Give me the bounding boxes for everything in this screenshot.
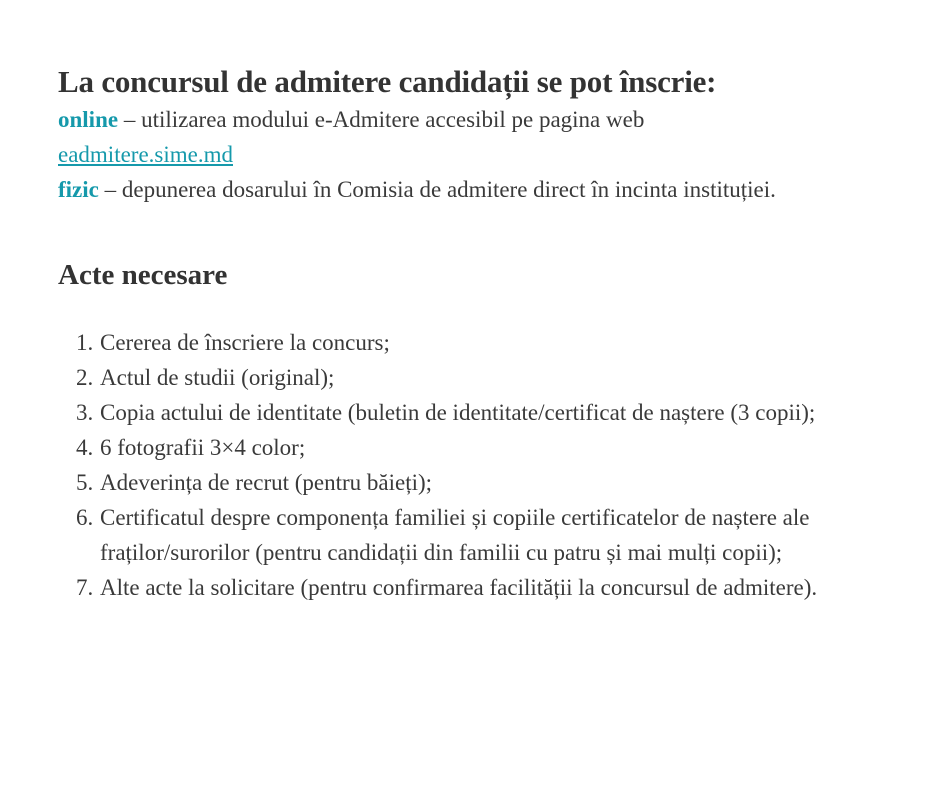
- list-item: 2. Actul de studii (original);: [76, 365, 335, 390]
- list-item: 6. Certificatul despre componența familiei și copiile certificatelor de naștere ale fraților/surorilor (pentru candidații din familii cu patru și mai mulți copii);: [76, 505, 810, 565]
- fizic-paragraph: [58, 172, 882, 207]
- section-title: Acte necesare: [58, 259, 228, 291]
- page-title: La concursul de admitere candidații se pot înscrie:: [58, 64, 717, 99]
- fizic-description: – depunerea dosarului în Comisia de admitere direct în incinta instituției.: [98, 177, 776, 202]
- eadmitere-link[interactable]: eadmitere.sime.md: [58, 142, 233, 167]
- fizic-label: fizic: [58, 177, 99, 202]
- documents-list: [58, 325, 882, 605]
- online-description: – utilizarea modului e-Admitere accesibil pe pagina web: [118, 107, 645, 132]
- list-item: 5. Adeverința de recrut (pentru băieți);: [76, 470, 433, 495]
- online-paragraph: [58, 102, 882, 172]
- list-item: 1. Cererea de înscriere la concurs;: [76, 330, 390, 355]
- online-label: online: [58, 107, 119, 132]
- list-item: 4. 6 fotografii 3×4 color;: [76, 435, 306, 460]
- list-item: 3. Copia actului de identitate (buletin de identitate/certificat de naștere (3 copii);: [76, 400, 816, 425]
- list-item: 7. Alte acte la solicitare (pentru confirmarea facilității la concursul de admitere).: [76, 575, 818, 600]
